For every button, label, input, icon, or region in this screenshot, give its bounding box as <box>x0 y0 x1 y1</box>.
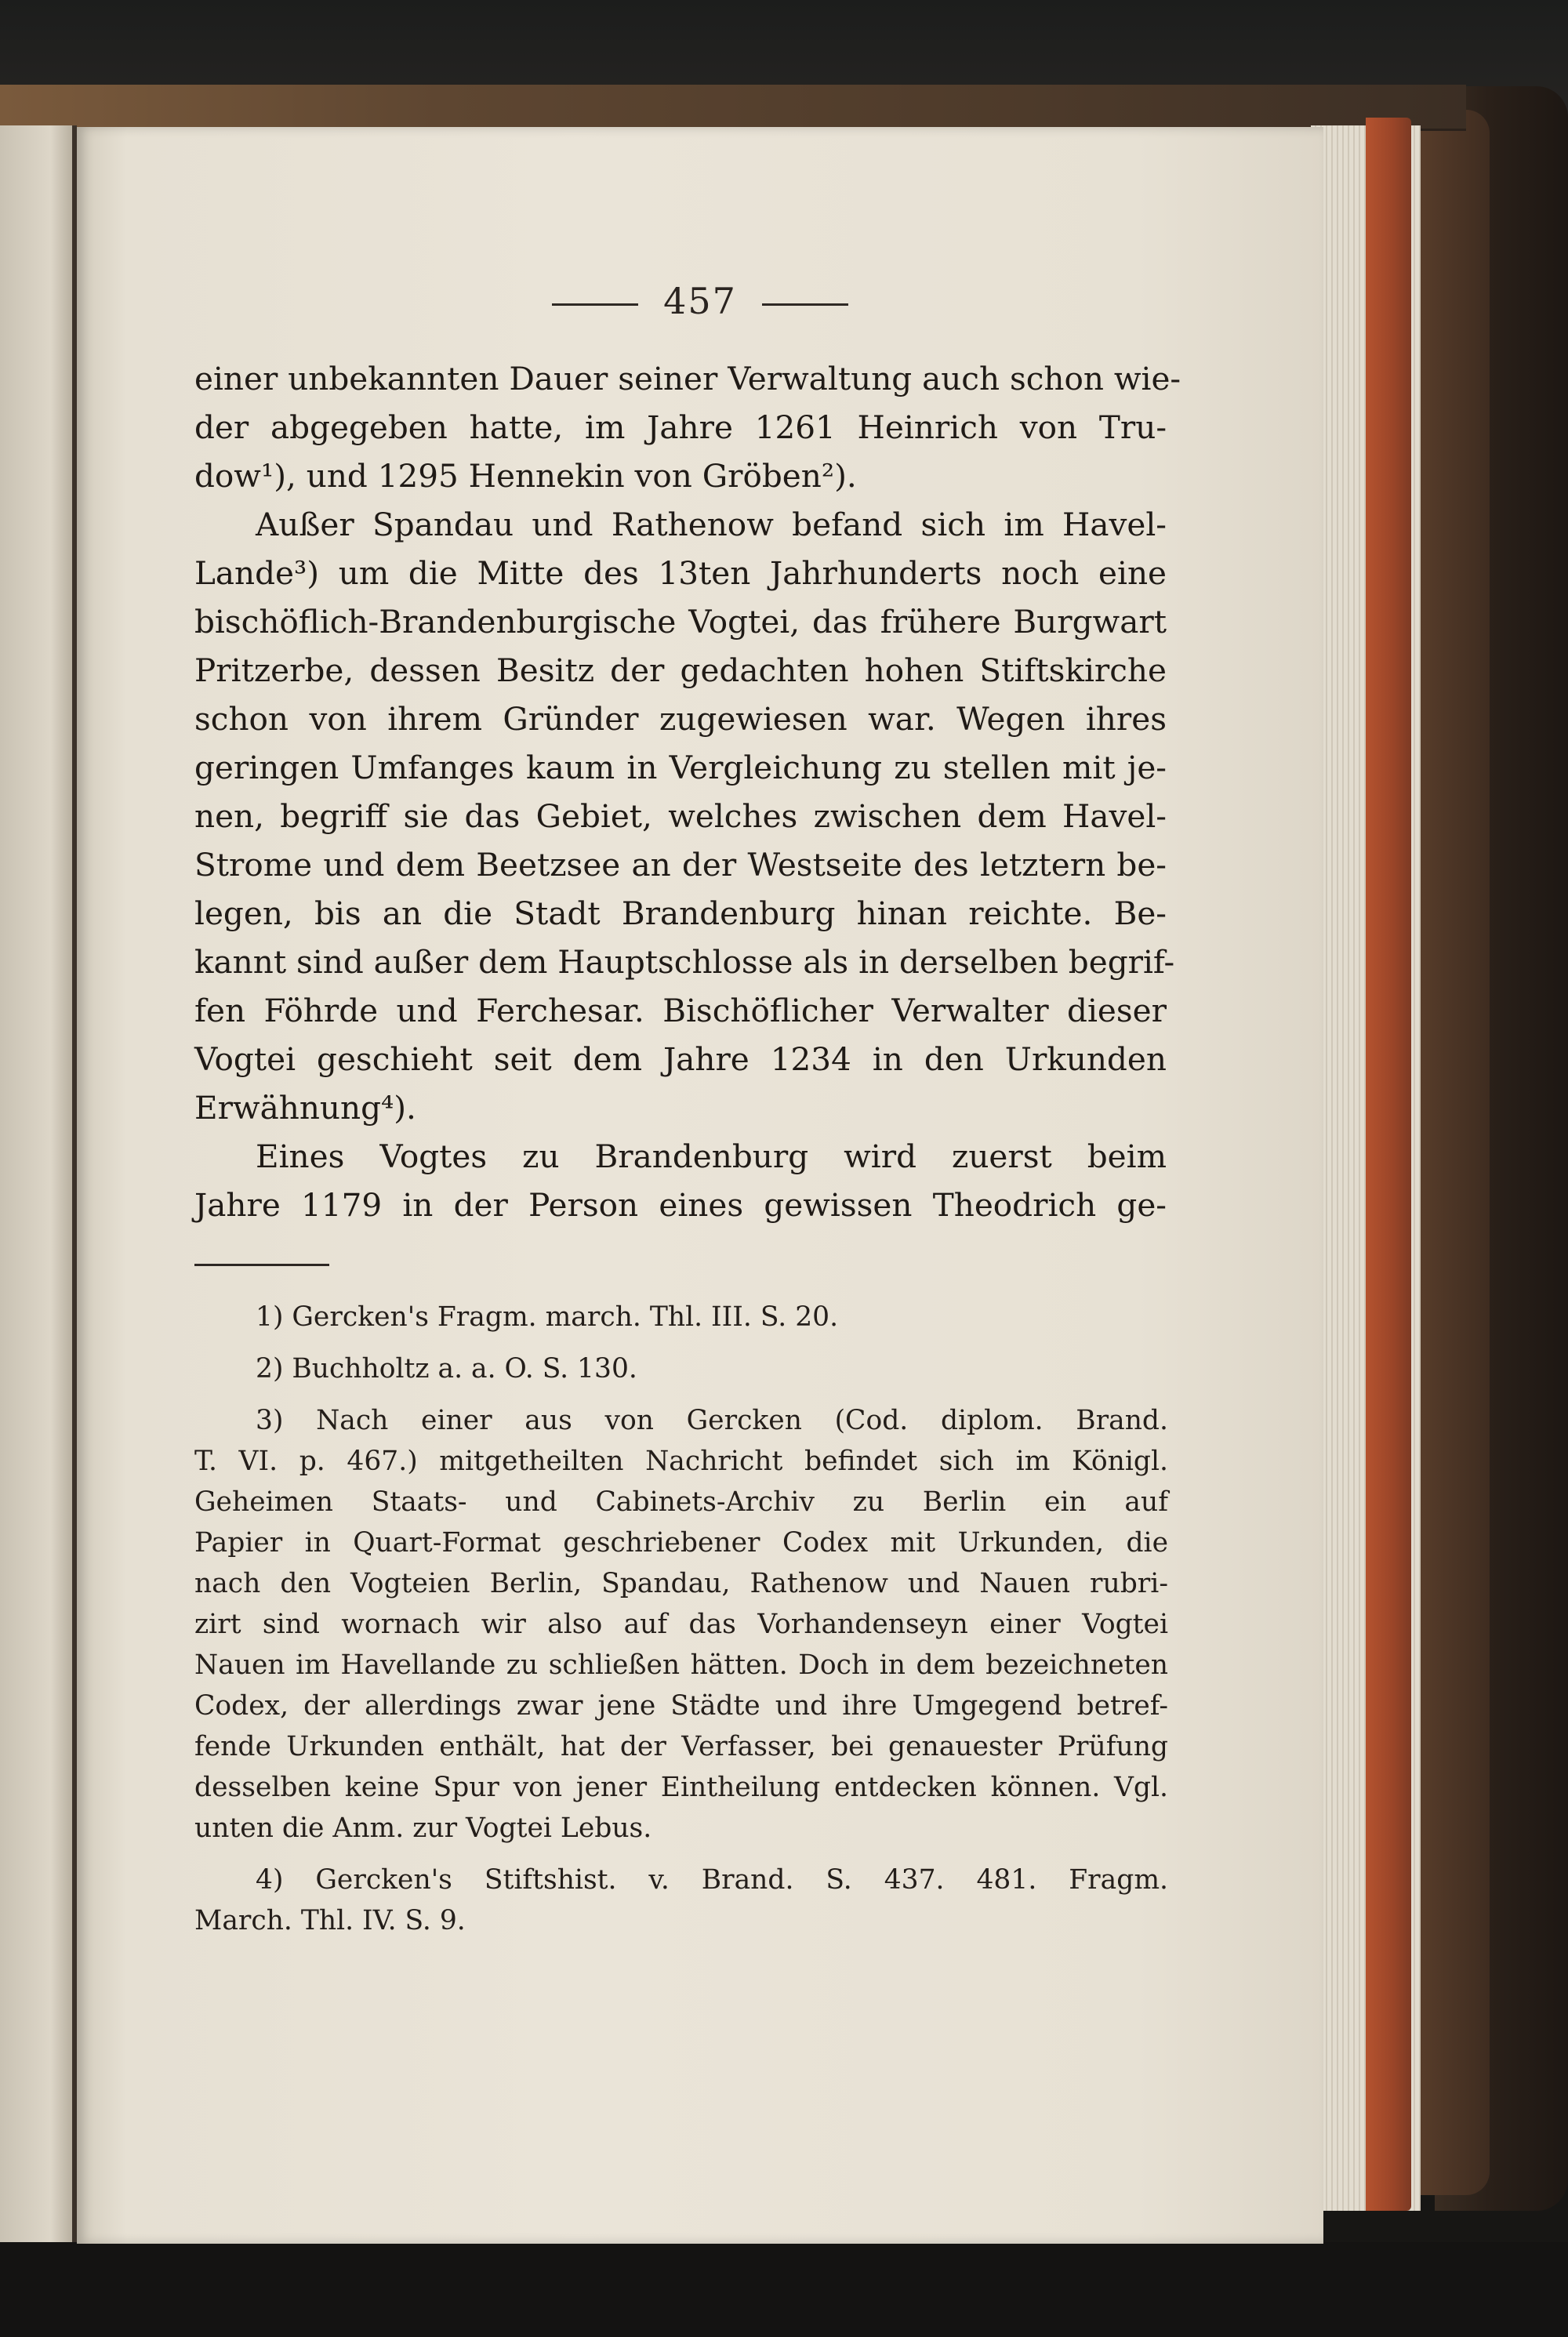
footnote-line: 2) Buchholtz a. a. O. S. 130. <box>256 1353 637 1384</box>
text-line: Eines Vogtes zu Brandenburg wird zuerst beim <box>256 1138 1167 1175</box>
text-line: nen, begriff sie das Gebiet, welches zwischen dem Havel- <box>194 797 1167 835</box>
text-line: legen, bis an die Stadt Brandenburg hinan reichte. Be- <box>194 895 1167 932</box>
main-text <box>194 354 1181 1229</box>
text-line: Außer Spandau und Rathenow befand sich im Havel- <box>256 506 1167 543</box>
footnote-line: fende Urkunden enthält, hat der Verfasser, bei genauester Prüfung <box>194 1731 1168 1762</box>
red-page-edge <box>1366 118 1411 2211</box>
text-line: der abgegeben hatte, im Jahre 1261 Heinrich von Tru- <box>194 408 1167 446</box>
footnote-rule <box>194 1264 329 1266</box>
footnote-3 <box>194 1400 1168 1849</box>
footnote-1 <box>194 1297 1168 1337</box>
text-line: fen Föhrde und Ferchesar. Bischöflicher Verwalter dieser <box>194 992 1167 1029</box>
footnote-line: T. VI. p. 467.) mitgetheilten Nachricht befindet sich im Königl. <box>194 1446 1168 1477</box>
page-number: 457 <box>663 280 737 322</box>
footnote-line: 3) Nach einer aus von Gercken (Cod. diplom. Brand. <box>256 1405 1168 1436</box>
header-dash-right <box>762 303 848 306</box>
footnote-line: Codex, der allerdings zwar jene Städte und ihre Umgegend betref- <box>194 1690 1168 1722</box>
footnote-line: March. Thl. IV. S. 9. <box>194 1905 466 1936</box>
footnote-line: Geheimen Staats- und Cabinets-Archiv zu Berlin ein auf <box>194 1486 1168 1518</box>
footnote-line: 4) Gercken's Stiftshist. v. Brand. S. 437. 481. Fragm. <box>256 1864 1168 1896</box>
footnote-line: Papier in Quart-Format geschriebener Codex mit Urkunden, die <box>194 1527 1168 1559</box>
text-line: schon von ihrem Gründer zugewiesen war. Wegen ihres <box>194 700 1167 738</box>
book-cover-leather <box>1411 110 1490 2195</box>
text-line: Strome und dem Beetzsee an der Westseite des letztern be- <box>194 846 1167 884</box>
text-line: kannt sind außer dem Hauptschlosse als in derselben begrif- <box>194 943 1175 981</box>
text-line: dow¹), und 1295 Hennekin von Gröben²). <box>194 457 857 495</box>
footnote-line: nach den Vogteien Berlin, Spandau, Rathenow und Nauen rubri- <box>194 1568 1168 1599</box>
footnote-line: 1) Gercken's Fragm. march. Thl. III. S. 20. <box>256 1301 839 1333</box>
left-page-edge <box>0 125 77 2242</box>
text-line: geringen Umfanges kaum in Vergleichung zu stellen mit je- <box>194 749 1167 786</box>
footnote-line: unten die Anm. zur Vogtei Lebus. <box>194 1813 652 1844</box>
text-line: Lande³) um die Mitte des 13ten Jahrhunderts noch eine <box>194 554 1167 592</box>
text-line: Pritzerbe, dessen Besitz der gedachten hohen Stiftskirche <box>194 651 1167 689</box>
footnote-2 <box>194 1348 1168 1389</box>
text-line: Jahre 1179 in der Person eines gewissen Theodrich ge- <box>194 1186 1167 1224</box>
footnote-line: desselben keine Spur von jener Eintheilung entdecken können. Vgl. <box>194 1772 1168 1803</box>
footnotes <box>194 1286 1168 1941</box>
text-line: einer unbekannten Dauer seiner Verwaltung auch schon wie- <box>194 360 1181 397</box>
footnote-line: Nauen im Havellande zu schließen hätten. Doch in dem bezeichneten <box>194 1649 1168 1681</box>
page-header <box>77 280 1323 322</box>
footnote-line: zirt sind wornach wir also auf das Vorhandenseyn einer Vogtei <box>194 1609 1168 1640</box>
text-line: Erwähnung⁴). <box>194 1089 416 1127</box>
header-dash-left <box>552 303 638 306</box>
background-bottom <box>0 2242 1568 2337</box>
footnote-4 <box>194 1860 1168 1941</box>
book-cover-edge <box>0 85 1466 131</box>
text-line: Vogtei geschieht seit dem Jahre 1234 in den Urkunden <box>194 1040 1167 1078</box>
text-line: bischöflich-Brandenburgische Vogtei, das frühere Burgwart <box>194 603 1167 640</box>
